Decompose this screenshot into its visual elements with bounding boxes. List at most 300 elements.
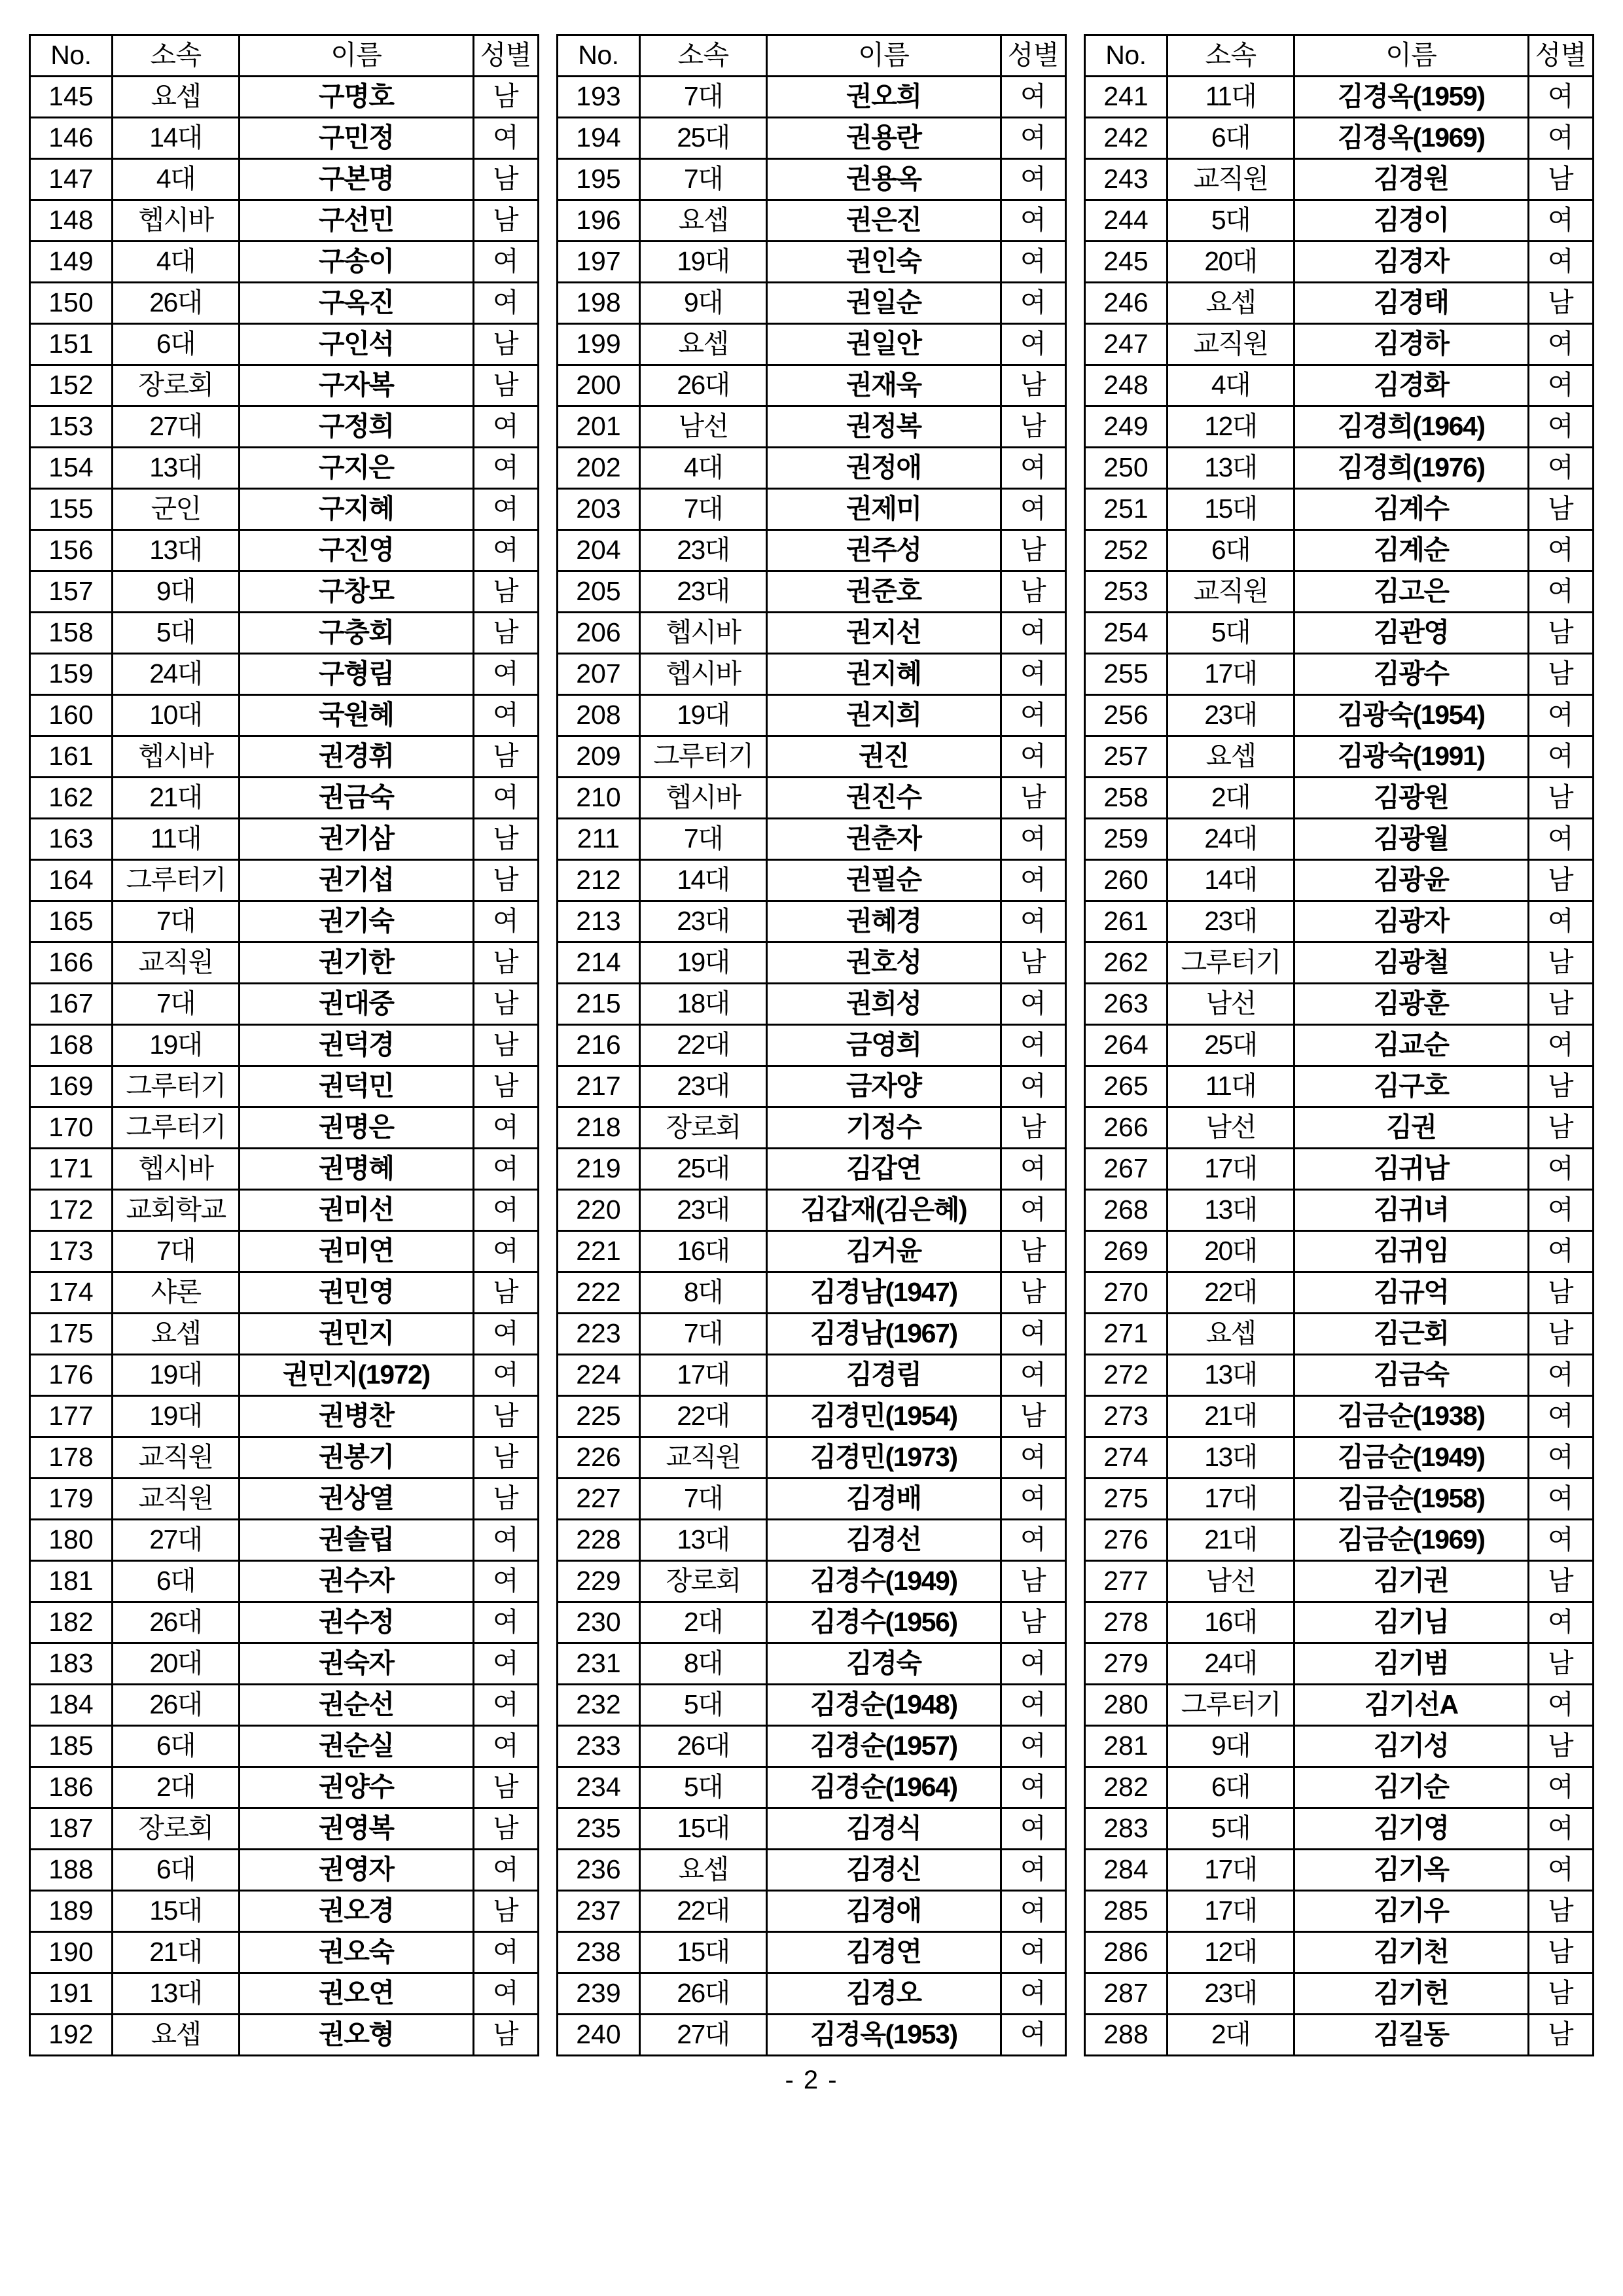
cell-no: 189 — [30, 1891, 113, 1932]
cell-name: 김기우 — [1294, 1891, 1528, 1932]
cell-no: 148 — [30, 200, 113, 242]
cell-name: 구선민 — [240, 200, 473, 242]
table-row — [558, 695, 1066, 736]
cell-no: 216 — [558, 1025, 640, 1066]
cell-gender: 남 — [1001, 1602, 1065, 1643]
cell-no: 280 — [1085, 1685, 1168, 1726]
table-row — [30, 860, 539, 901]
cell-department: 요셉 — [1167, 283, 1294, 324]
cell-no: 232 — [558, 1685, 640, 1726]
cell-gender: 남 — [1528, 1726, 1593, 1767]
cell-name: 김경신 — [767, 1850, 1001, 1891]
table-row — [30, 819, 539, 860]
cell-department: 요셉 — [112, 77, 239, 118]
cell-no: 245 — [1085, 242, 1168, 283]
cell-no: 228 — [558, 1520, 640, 1561]
table-row — [558, 778, 1066, 819]
cell-gender: 남 — [1528, 1643, 1593, 1685]
cell-gender: 여 — [1001, 1891, 1065, 1932]
cell-gender: 여 — [1528, 1437, 1593, 1479]
cell-department: 17대 — [1167, 654, 1294, 695]
header-cell-gender: 성별 — [1001, 35, 1065, 77]
cell-gender: 여 — [473, 242, 538, 283]
cell-gender: 남 — [473, 1808, 538, 1850]
cell-name: 권수정 — [240, 1602, 473, 1643]
cell-no: 196 — [558, 200, 640, 242]
cell-name: 구지혜 — [240, 489, 473, 530]
cell-no: 267 — [1085, 1149, 1168, 1190]
header-cell-department: 소속 — [1167, 35, 1294, 77]
cell-no: 154 — [30, 448, 113, 489]
cell-name: 김기순 — [1294, 1767, 1528, 1808]
table-row — [1085, 1066, 1594, 1107]
cell-no: 157 — [30, 571, 113, 613]
cell-department: 6대 — [112, 1726, 239, 1767]
cell-department: 27대 — [639, 2015, 766, 2056]
table-row — [1085, 1726, 1594, 1767]
cell-gender: 여 — [1528, 242, 1593, 283]
cell-gender: 남 — [1528, 1272, 1593, 1314]
table-row — [558, 1520, 1066, 1561]
cell-department: 9대 — [112, 571, 239, 613]
table-row — [1085, 1107, 1594, 1149]
cell-no: 282 — [1085, 1767, 1168, 1808]
table-row — [30, 1520, 539, 1561]
cell-no: 266 — [1085, 1107, 1168, 1149]
cell-gender: 여 — [1001, 1190, 1065, 1231]
cell-name: 권기한 — [240, 942, 473, 984]
cell-gender: 남 — [473, 1272, 538, 1314]
cell-no: 234 — [558, 1767, 640, 1808]
cell-department: 26대 — [112, 1602, 239, 1643]
cell-gender: 여 — [473, 1355, 538, 1396]
cell-department: 22대 — [639, 1891, 766, 1932]
header-cell-department: 소속 — [112, 35, 239, 77]
cell-department: 15대 — [112, 1891, 239, 1932]
cell-department: 2대 — [1167, 778, 1294, 819]
cell-name: 권금숙 — [240, 778, 473, 819]
cell-no: 272 — [1085, 1355, 1168, 1396]
cell-name: 권순실 — [240, 1726, 473, 1767]
cell-department: 5대 — [112, 613, 239, 654]
table-row — [1085, 984, 1594, 1025]
cell-no: 159 — [30, 654, 113, 695]
cell-gender: 여 — [473, 1850, 538, 1891]
cell-name: 구충회 — [240, 613, 473, 654]
table-row — [1085, 1314, 1594, 1355]
cell-no: 208 — [558, 695, 640, 736]
roster-column-1 — [29, 34, 539, 2056]
cell-gender: 여 — [1001, 1479, 1065, 1520]
cell-department: 7대 — [112, 1231, 239, 1272]
cell-department: 그루터기 — [1167, 942, 1294, 984]
roster-table — [1084, 34, 1594, 2056]
cell-gender: 여 — [1001, 283, 1065, 324]
cell-department: 24대 — [112, 654, 239, 695]
table-row — [1085, 860, 1594, 901]
cell-department: 장로회 — [112, 365, 239, 406]
cell-gender: 남 — [1001, 1272, 1065, 1314]
cell-gender: 여 — [473, 530, 538, 571]
cell-gender: 여 — [1001, 2015, 1065, 2056]
cell-name: 김계수 — [1294, 489, 1528, 530]
cell-department: 7대 — [639, 159, 766, 200]
table-row — [30, 242, 539, 283]
cell-gender: 여 — [1001, 1437, 1065, 1479]
cell-department: 4대 — [112, 242, 239, 283]
cell-no: 168 — [30, 1025, 113, 1066]
cell-department: 그루터기 — [112, 1107, 239, 1149]
page-number: - 2 - — [785, 2066, 838, 2094]
cell-department: 21대 — [112, 778, 239, 819]
cell-no: 149 — [30, 242, 113, 283]
table-row — [1085, 1602, 1594, 1643]
table-row — [1085, 1272, 1594, 1314]
table-row — [558, 942, 1066, 984]
cell-name: 김기천 — [1294, 1932, 1528, 1973]
cell-department: 5대 — [1167, 1808, 1294, 1850]
cell-name: 권대중 — [240, 984, 473, 1025]
table-row — [30, 901, 539, 942]
cell-no: 215 — [558, 984, 640, 1025]
table-row — [30, 77, 539, 118]
cell-no: 207 — [558, 654, 640, 695]
cell-department: 장로회 — [639, 1107, 766, 1149]
table-row — [30, 613, 539, 654]
cell-department: 13대 — [112, 448, 239, 489]
cell-no: 184 — [30, 1685, 113, 1726]
cell-no: 256 — [1085, 695, 1168, 736]
table-row — [30, 406, 539, 448]
cell-department: 그루터기 — [112, 1066, 239, 1107]
cell-department: 장로회 — [112, 1808, 239, 1850]
table-row — [1085, 1190, 1594, 1231]
table-row — [30, 571, 539, 613]
table-row — [558, 1355, 1066, 1396]
cell-department: 19대 — [639, 695, 766, 736]
cell-gender: 남 — [1001, 365, 1065, 406]
table-row — [30, 1396, 539, 1437]
cell-gender: 여 — [1001, 860, 1065, 901]
cell-gender: 여 — [1001, 242, 1065, 283]
cell-no: 202 — [558, 448, 640, 489]
cell-no: 176 — [30, 1355, 113, 1396]
header-cell-no: No. — [30, 35, 113, 77]
cell-gender: 남 — [1528, 613, 1593, 654]
cell-no: 244 — [1085, 200, 1168, 242]
cell-name: 김구호 — [1294, 1066, 1528, 1107]
cell-department: 21대 — [112, 1932, 239, 1973]
cell-name: 구정희 — [240, 406, 473, 448]
cell-name: 권기섭 — [240, 860, 473, 901]
cell-gender: 여 — [1001, 1767, 1065, 1808]
table-row — [1085, 448, 1594, 489]
cell-department: 13대 — [112, 530, 239, 571]
cell-gender: 남 — [473, 819, 538, 860]
cell-name: 권미연 — [240, 1231, 473, 1272]
cell-gender: 여 — [1001, 901, 1065, 942]
cell-gender: 남 — [1528, 1066, 1593, 1107]
table-row — [558, 200, 1066, 242]
cell-no: 180 — [30, 1520, 113, 1561]
cell-gender: 남 — [1528, 860, 1593, 901]
cell-gender: 여 — [473, 654, 538, 695]
cell-department: 17대 — [1167, 1850, 1294, 1891]
cell-department: 5대 — [1167, 200, 1294, 242]
table-row — [1085, 2015, 1594, 2056]
cell-gender: 남 — [473, 613, 538, 654]
table-row — [30, 1602, 539, 1643]
cell-no: 249 — [1085, 406, 1168, 448]
cell-name: 김경희(1964) — [1294, 406, 1528, 448]
cell-name: 김경오 — [767, 1973, 1001, 2015]
roster-table — [556, 34, 1067, 2056]
cell-department: 19대 — [639, 942, 766, 984]
cell-department: 7대 — [639, 1314, 766, 1355]
cell-department: 7대 — [639, 489, 766, 530]
cell-no: 285 — [1085, 1891, 1168, 1932]
cell-name: 김경이 — [1294, 200, 1528, 242]
cell-department: 15대 — [639, 1932, 766, 1973]
table-row — [1085, 778, 1594, 819]
cell-gender: 여 — [1001, 1355, 1065, 1396]
cell-name: 김경순(1957) — [767, 1726, 1001, 1767]
table-row — [558, 1272, 1066, 1314]
cell-gender: 남 — [473, 571, 538, 613]
cell-no: 146 — [30, 118, 113, 159]
table-row — [558, 530, 1066, 571]
cell-gender: 남 — [473, 1025, 538, 1066]
table-row — [30, 1973, 539, 2015]
cell-no: 284 — [1085, 1850, 1168, 1891]
cell-department: 그루터기 — [1167, 1685, 1294, 1726]
cell-gender: 여 — [1528, 1602, 1593, 1643]
cell-department: 2대 — [1167, 2015, 1294, 2056]
table-row — [30, 159, 539, 200]
cell-gender: 여 — [1528, 1190, 1593, 1231]
cell-name: 김경선 — [767, 1520, 1001, 1561]
cell-department: 교직원 — [112, 1437, 239, 1479]
cell-no: 150 — [30, 283, 113, 324]
cell-department: 요셉 — [112, 2015, 239, 2056]
table-row — [558, 324, 1066, 365]
cell-name: 김금순(1958) — [1294, 1479, 1528, 1520]
header-cell-name: 이름 — [767, 35, 1001, 77]
cell-department: 교회학교 — [112, 1190, 239, 1231]
cell-no: 193 — [558, 77, 640, 118]
roster-column-3 — [1084, 34, 1594, 2056]
table-row — [30, 2015, 539, 2056]
cell-name: 김귀남 — [1294, 1149, 1528, 1190]
cell-no: 175 — [30, 1314, 113, 1355]
header-cell-name: 이름 — [1294, 35, 1528, 77]
cell-department: 19대 — [639, 242, 766, 283]
table-row — [558, 1025, 1066, 1066]
table-row — [30, 1107, 539, 1149]
cell-department: 22대 — [639, 1025, 766, 1066]
cell-no: 201 — [558, 406, 640, 448]
cell-name: 권덕경 — [240, 1025, 473, 1066]
cell-no: 177 — [30, 1396, 113, 1437]
cell-gender: 여 — [1528, 406, 1593, 448]
table-row — [558, 1726, 1066, 1767]
cell-department: 23대 — [639, 571, 766, 613]
cell-name: 김경옥(1959) — [1294, 77, 1528, 118]
table-row — [30, 448, 539, 489]
cell-gender: 남 — [1528, 489, 1593, 530]
cell-department: 6대 — [1167, 530, 1294, 571]
cell-name: 권일순 — [767, 283, 1001, 324]
cell-no: 152 — [30, 365, 113, 406]
cell-name: 김기권 — [1294, 1561, 1528, 1602]
table-row — [1085, 736, 1594, 778]
cell-department: 26대 — [639, 1973, 766, 2015]
header-cell-no: No. — [1085, 35, 1168, 77]
table-row — [1085, 571, 1594, 613]
cell-department: 남선 — [1167, 984, 1294, 1025]
table-row — [558, 1396, 1066, 1437]
cell-no: 198 — [558, 283, 640, 324]
cell-department: 헵시바 — [112, 200, 239, 242]
cell-name: 김기헌 — [1294, 1973, 1528, 2015]
cell-no: 286 — [1085, 1932, 1168, 1973]
table-row — [558, 1685, 1066, 1726]
cell-gender: 여 — [1528, 365, 1593, 406]
cell-gender: 남 — [1001, 1107, 1065, 1149]
cell-no: 219 — [558, 1149, 640, 1190]
cell-no: 224 — [558, 1355, 640, 1396]
cell-department: 15대 — [639, 1808, 766, 1850]
cell-name: 국원혜 — [240, 695, 473, 736]
cell-no: 217 — [558, 1066, 640, 1107]
table-row — [558, 901, 1066, 942]
cell-department: 헵시바 — [112, 736, 239, 778]
table-row — [558, 283, 1066, 324]
cell-no: 155 — [30, 489, 113, 530]
cell-name: 권영자 — [240, 1850, 473, 1891]
table-row — [558, 365, 1066, 406]
table-row — [30, 1314, 539, 1355]
cell-name: 권민영 — [240, 1272, 473, 1314]
cell-gender: 남 — [473, 1396, 538, 1437]
cell-no: 242 — [1085, 118, 1168, 159]
cell-gender: 여 — [473, 448, 538, 489]
cell-gender: 남 — [473, 1891, 538, 1932]
cell-name: 권기숙 — [240, 901, 473, 942]
cell-department: 27대 — [112, 1520, 239, 1561]
table-row — [30, 778, 539, 819]
table-row — [30, 984, 539, 1025]
cell-department: 11대 — [112, 819, 239, 860]
table-row — [558, 819, 1066, 860]
cell-name: 김경림 — [767, 1355, 1001, 1396]
cell-no: 261 — [1085, 901, 1168, 942]
cell-name: 김광자 — [1294, 901, 1528, 942]
cell-no: 188 — [30, 1850, 113, 1891]
table-row — [30, 530, 539, 571]
cell-no: 262 — [1085, 942, 1168, 984]
cell-name: 김갑연 — [767, 1149, 1001, 1190]
cell-no: 147 — [30, 159, 113, 200]
cell-department: 13대 — [1167, 1437, 1294, 1479]
cell-gender: 남 — [1001, 1231, 1065, 1272]
cell-gender: 여 — [1001, 1025, 1065, 1066]
cell-department: 4대 — [1167, 365, 1294, 406]
cell-department: 장로회 — [639, 1561, 766, 1602]
cell-no: 274 — [1085, 1437, 1168, 1479]
cell-gender: 여 — [473, 1685, 538, 1726]
cell-department: 26대 — [112, 283, 239, 324]
cell-name: 권인숙 — [767, 242, 1001, 283]
cell-no: 156 — [30, 530, 113, 571]
cell-gender: 여 — [1528, 901, 1593, 942]
cell-name: 권용옥 — [767, 159, 1001, 200]
cell-no: 247 — [1085, 324, 1168, 365]
cell-no: 226 — [558, 1437, 640, 1479]
cell-gender: 남 — [1528, 159, 1593, 200]
cell-no: 204 — [558, 530, 640, 571]
cell-name: 김경화 — [1294, 365, 1528, 406]
cell-gender: 여 — [1528, 1850, 1593, 1891]
cell-gender: 남 — [473, 159, 538, 200]
cell-name: 김경애 — [767, 1891, 1001, 1932]
cell-no: 255 — [1085, 654, 1168, 695]
cell-no: 227 — [558, 1479, 640, 1520]
cell-name: 권진수 — [767, 778, 1001, 819]
cell-department: 헵시바 — [639, 613, 766, 654]
cell-no: 275 — [1085, 1479, 1168, 1520]
cell-no: 181 — [30, 1561, 113, 1602]
cell-department: 샤론 — [112, 1272, 239, 1314]
cell-no: 174 — [30, 1272, 113, 1314]
cell-gender: 여 — [1001, 200, 1065, 242]
cell-gender: 남 — [1001, 778, 1065, 819]
table-row — [30, 736, 539, 778]
cell-gender: 남 — [1528, 2015, 1593, 2056]
cell-no: 265 — [1085, 1066, 1168, 1107]
cell-department: 18대 — [639, 984, 766, 1025]
cell-department: 7대 — [112, 984, 239, 1025]
table-row — [1085, 1025, 1594, 1066]
cell-gender: 여 — [473, 1520, 538, 1561]
cell-name: 김경자 — [1294, 242, 1528, 283]
table-row — [1085, 489, 1594, 530]
table-row — [558, 1643, 1066, 1685]
cell-gender: 남 — [473, 365, 538, 406]
cell-name: 김광원 — [1294, 778, 1528, 819]
cell-name: 김길동 — [1294, 2015, 1528, 2056]
cell-department: 7대 — [112, 901, 239, 942]
cell-no: 254 — [1085, 613, 1168, 654]
cell-name: 권민지 — [240, 1314, 473, 1355]
header-cell-department: 소속 — [639, 35, 766, 77]
cell-no: 205 — [558, 571, 640, 613]
cell-gender: 여 — [1528, 1231, 1593, 1272]
cell-no: 163 — [30, 819, 113, 860]
table-row — [1085, 77, 1594, 118]
cell-no: 241 — [1085, 77, 1168, 118]
cell-gender: 남 — [1528, 778, 1593, 819]
table-row — [558, 1561, 1066, 1602]
cell-gender: 여 — [1001, 819, 1065, 860]
table-row — [1085, 695, 1594, 736]
cell-no: 250 — [1085, 448, 1168, 489]
cell-department: 8대 — [639, 1643, 766, 1685]
cell-name: 김경수(1956) — [767, 1602, 1001, 1643]
cell-department: 4대 — [639, 448, 766, 489]
cell-no: 264 — [1085, 1025, 1168, 1066]
table-row — [558, 1850, 1066, 1891]
